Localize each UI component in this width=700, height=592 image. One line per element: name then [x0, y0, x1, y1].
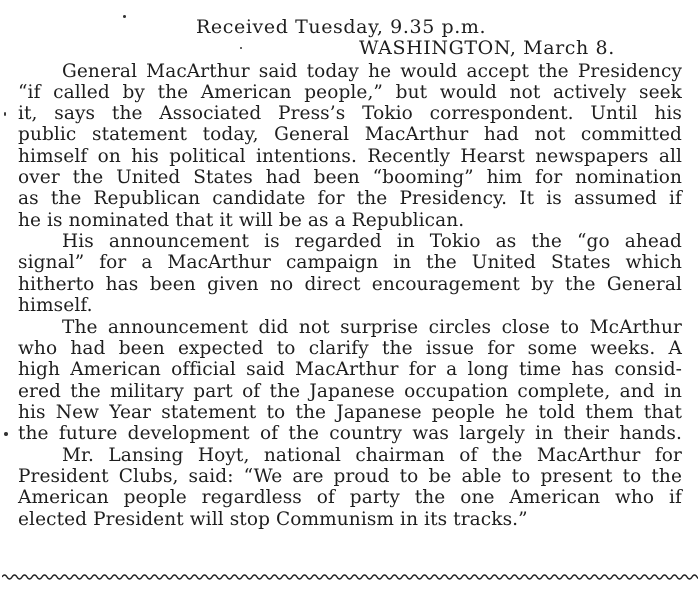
article-line: as the Republican candidate for the Presidency. It is assumed if: [18, 188, 682, 209]
received-time: Received Tuesday, 9.35 p.m.: [196, 16, 487, 38]
print-speck: [4, 112, 6, 116]
article-line: the future development of the country was largely in their hands.: [18, 423, 682, 444]
wavy-border: [2, 571, 698, 583]
dateline: WASHINGTON, March 8.: [359, 37, 615, 59]
article-line: American people regardless of party the one American who if: [18, 487, 682, 508]
article-line: over the United States had been “booming” him for nomination: [18, 167, 682, 188]
article-line: signal” for a MacArthur campaign in the United States which: [18, 252, 682, 273]
article-line: he is nominated that it will be as a Republican.: [18, 210, 465, 231]
article-line: hitherto has been given no direct encouragement by the General: [18, 274, 682, 295]
article-line: Mr. Lansing Hoyt, national chairman of the MacArthur for: [62, 445, 682, 466]
article-line: who had been expected to clarify the issue for some weeks. A: [18, 338, 682, 359]
article-line: ered the military part of the Japanese occupation complete, and in: [18, 381, 682, 402]
article-line: “if called by the American people,” but would not actively seek: [18, 82, 682, 103]
article-line: himself.: [18, 295, 93, 316]
print-speck: [123, 15, 126, 18]
article-line: General MacArthur said today he would accept the Presidency: [62, 61, 682, 82]
article-line: elected President will stop Communism in its tracks.”: [18, 509, 528, 530]
article-line: public statement today, General MacArthur had not committed: [18, 124, 682, 145]
print-speck: [4, 432, 8, 436]
article-line: high American official said MacArthur for a long time has consid-: [18, 359, 682, 380]
article-line: The announcement did not surprise circles close to McArthur: [62, 317, 682, 338]
print-speck: [240, 47, 242, 49]
article-line: himself on his political intentions. Recently Hearst newspapers all: [18, 146, 682, 167]
article-line: His announcement is regarded in Tokio as the “go ahead: [62, 231, 682, 252]
article-line: President Clubs, said: “We are proud to be able to present to the: [18, 466, 682, 487]
article-line: his New Year statement to the Japanese people he told them that: [18, 402, 682, 423]
article-line: it, says the Associated Press’s Tokio correspondent. Until his: [18, 103, 682, 124]
